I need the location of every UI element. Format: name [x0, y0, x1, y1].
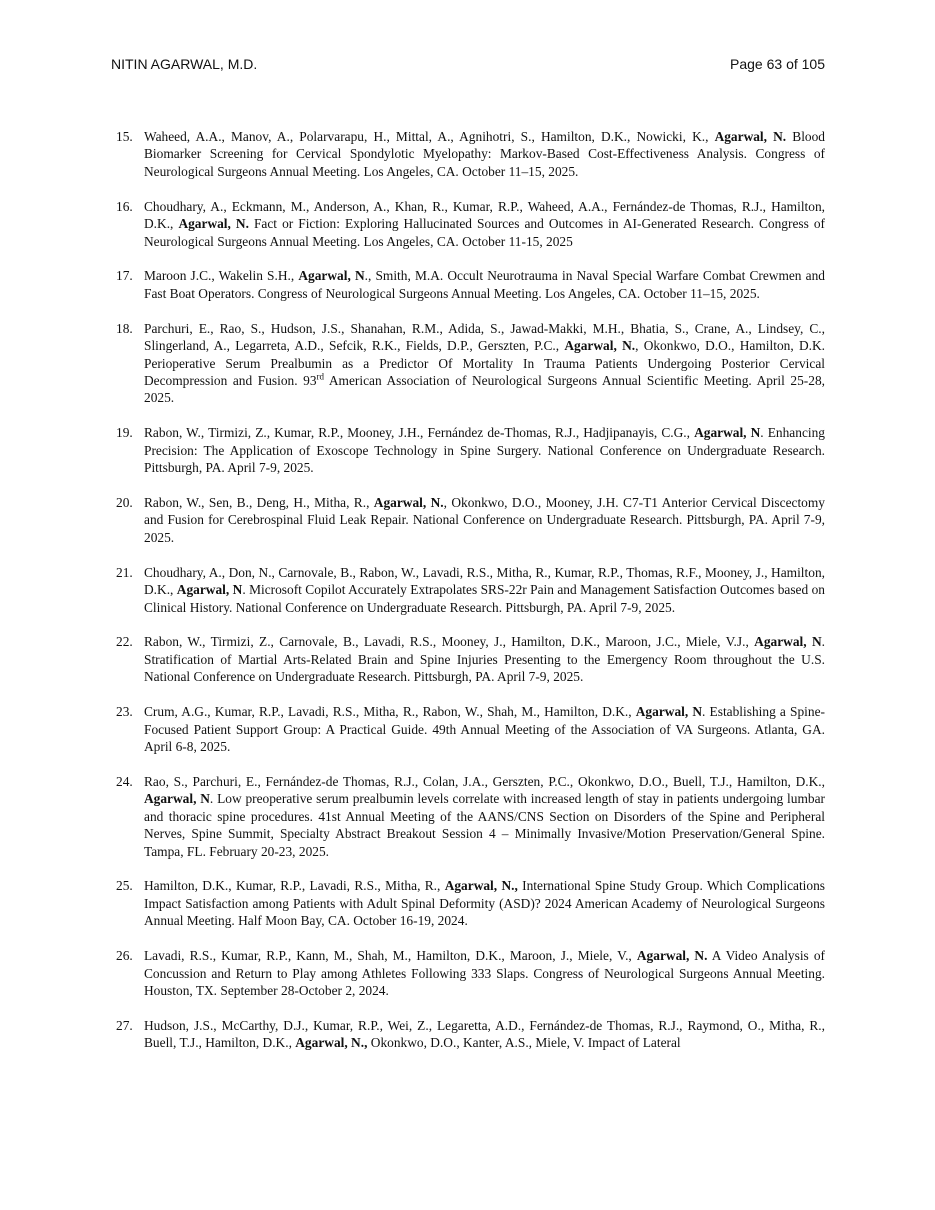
citation-number: 20. — [116, 495, 133, 510]
citation-item — [111, 773, 825, 860]
author-highlight: Agarwal, N., — [444, 878, 518, 894]
citation-item — [111, 947, 825, 999]
page-number: Page 63 of 105 — [730, 56, 825, 72]
citation-text — [144, 633, 825, 685]
citation-segment: . Establishing a Spine-Focused Patient Support Group: A Practical Guide. 49th Annual Meeting of the Association of VA Surgeons. Atlanta, GA. April 6-8, 2025. — [144, 704, 825, 754]
citation-segment: Rao, S., Parchuri, E., Fernández-de Thomas, R.J., Colan, J.A., Gerszten, P.C., Okonkwo, D.O., Buell, T.J., Hamilton, D.K., — [144, 773, 825, 789]
citation-segment: Parchuri, E., Rao, S., Hudson, J.S., Shanahan, R.M., Adida, S., Jawad-Makki, M.H., Bhatia, S., Crane, A., Lindsey, C., Slingerland, A., Legarreta, A.D., Sefcik, R.K., Fields, D.P., Gerszten, P.C., — [144, 320, 825, 354]
citation-number: 24. — [116, 773, 133, 789]
author-highlight: Agarwal, N., — [295, 1035, 368, 1051]
citation-text — [144, 773, 825, 860]
citation-segment: Rabon, W., Sen, B., Deng, H., Mitha, R., — [144, 495, 374, 510]
author-highlight: Agarwal, N — [635, 704, 703, 720]
citation-number: 22. — [116, 634, 133, 650]
citation-number: 15. — [116, 129, 133, 144]
citation-segment: Waheed, A.A., Manov, A., Polarvarapu, H., Mittal, A., Agnihotri, S., Hamilton, D.K., Nowicki, K., — [144, 129, 715, 144]
citation-segment: . Microsoft Copilot Accurately Extrapolates SRS-22r Pain and Management Satisfaction Outcomes based on Clinical History. National Conference on Undergraduate Research. Pittsburgh, PA. April 7-9, 2025. — [144, 582, 825, 615]
citation-segment: Hudson, J.S., McCarthy, D.J., Kumar, R.P., Wei, Z., Legaretta, A.D., Fernández-de Thomas, R.J., Raymond, O., Mitha, R., Buell, T.J., Hamilton, D.K., — [144, 1017, 825, 1051]
citation-item — [111, 128, 825, 180]
author-highlight: Agarwal, N — [176, 582, 243, 598]
citation-segment: Maroon J.C., Wakelin S.H., — [144, 268, 299, 284]
citation-segment: . Stratification of Martial Arts-Related Brain and Spine Injuries Presenting to the Emergency Room throughout the U.S. National Conference on Undergraduate Research. Pittsburgh, PA. April 7-9, 2025. — [144, 634, 825, 685]
author-highlight: Agarwal, N. — [178, 216, 249, 232]
citation-segment: Crum, A.G., Kumar, R.P., Lavadi, R.S., Mitha, R., Rabon, W., Shah, M., Hamilton, D.K., — [144, 704, 636, 720]
citation-text — [144, 1017, 825, 1052]
citation-number: 25. — [116, 878, 133, 894]
citation-segment: Choudhary, A., Don, N., Carnovale, B., Rabon, W., Lavadi, R.S., Mitha, R., Kumar, R.P., Thomas, R.F., Mooney, J., Hamilton, D.K., — [144, 564, 825, 598]
citation-segment: American Association of Neurological Surgeons Annual Scientific Meeting. April 25-28, 2025. — [144, 372, 825, 406]
citation-segment: Rabon, W., Tirmizi, Z., Kumar, R.P., Mooney, J.H., Fernández de-Thomas, R.J., Hadjipanayis, C.G., — [144, 425, 695, 441]
citation-segment: , Okonkwo, D.O., Hamilton, D.K. Perioperative Serum Prealbumin as a Predictor Of Mortality In Trauma Patients Undergoing Posterior Cervical Decompression and Fusion. 93 — [144, 338, 825, 388]
citation-item — [111, 494, 825, 546]
citation-segment: Hamilton, D.K., Kumar, R.P., Lavadi, R.S., Mitha, R., — [144, 878, 445, 894]
citation-number: 17. — [116, 268, 133, 284]
citation-item — [111, 703, 825, 755]
citation-text — [144, 877, 825, 929]
citation-item — [111, 198, 825, 250]
citation-text — [144, 703, 825, 755]
citation-text — [144, 128, 825, 180]
citation-text — [144, 424, 825, 476]
citation-item — [111, 320, 825, 407]
citation-segment: Blood Biomarker Screening for Cervical Spondylotic Myelopathy: Markov-Based Cost-Effectiveness Analysis. Congress of Neurological Surgeons Annual Meeting. Los Angeles, CA. October 11–15, 2025. — [144, 129, 825, 179]
author-highlight: Agarwal, N. — [564, 338, 636, 354]
author-highlight: Agarwal, N. — [714, 129, 787, 144]
citation-item — [111, 424, 825, 476]
author-highlight: Agarwal, N. — [373, 495, 444, 510]
author-highlight: Agarwal, N. — [636, 948, 708, 964]
citation-segment: . Low preoperative serum prealbumin levels correlate with increased length of stay in patients undergoing lumbar and thoracic spine procedures. 41st Annual Meeting of the AANS/CNS Section on Disorders of the Spine and Peripheral Nerves, Spine Summit, Specialty Abstract Breakout Session 4 – Minimally Invasive/Motion Preservation/General Spine. Tampa, FL. February 20-23, 2025. — [144, 791, 825, 859]
citation-segment: ., Smith, M.A. Occult Neurotrauma in Naval Special Warfare Combat Crewmen and Fast Boat Operators. Congress of Neurological Surgeons Annual Meeting. Los Angeles, CA. October 11–15, 2025. — [144, 268, 825, 301]
citation-number: 16. — [116, 198, 133, 214]
citation-number: 26. — [116, 948, 133, 964]
citation-number: 23. — [116, 704, 133, 720]
citation-segment: , Okonkwo, D.O., Mooney, J.H. C7-T1 Anterior Cervical Discectomy and Fusion for Cerebrospinal Fluid Leak Repair. National Conference on Undergraduate Research. Pittsburgh, PA. April 7-9, 2025. — [144, 495, 825, 545]
citation-segment: A Video Analysis of Concussion and Return to Play among Athletes Following 333 Slaps. Congress of Neurological Surgeons Annual Meeting. Houston, TX. September 28-October 2, 2024. — [144, 948, 825, 998]
citation-text — [144, 320, 825, 407]
citation-list — [111, 128, 825, 1069]
ordinal-suffix: rd — [316, 371, 325, 382]
citation-text — [144, 267, 825, 302]
citation-segment: Fact or Fiction: Exploring Hallucinated Sources and Outcomes in AI-Generated Research. Congress of Neurological Surgeons Annual Meeting. Los Angeles, CA. October 11-15, 2025 — [144, 216, 826, 249]
citation-text — [144, 947, 825, 999]
citation-text — [144, 198, 825, 250]
author-highlight: Agarwal, N — [298, 268, 365, 284]
author-highlight: Agarwal, N — [694, 425, 761, 441]
citation-segment: Okonkwo, D.O., Kanter, A.S., Miele, V. Impact of Lateral — [367, 1035, 681, 1051]
citation-item — [111, 877, 825, 929]
citation-segment: International Spine Study Group. Which Complications Impact Satisfaction among Patients with Adult Spinal Deformity (ASD)? 2024 American Academy of Neurological Surgeons Annual Meeting. Half Moon Bay, CA. October 16-19, 2024. — [144, 878, 825, 929]
citation-number: 18. — [116, 320, 133, 336]
citation-segment: Rabon, W., Tirmizi, Z., Carnovale, B., Lavadi, R.S., Mooney, J., Hamilton, D.K., Maroon, J.C., Miele, V.J., — [144, 634, 755, 650]
citation-segment: . Enhancing Precision: The Application of Exoscope Technology in Spine Surgery. National Conference on Undergraduate Research. Pittsburgh, PA. April 7-9, 2025. — [144, 425, 825, 476]
citation-item — [111, 564, 825, 616]
citation-number: 19. — [116, 425, 133, 441]
citation-segment: Choudhary, A., Eckmann, M., Anderson, A., Khan, R., Kumar, R.P., Waheed, A.A., Fernández-de Thomas, R.J., Hamilton, D.K., — [144, 198, 825, 232]
citation-text — [144, 564, 825, 616]
citation-item — [111, 267, 825, 302]
page-header — [111, 56, 825, 78]
author-highlight: Agarwal, N — [754, 634, 822, 650]
citation-item — [111, 633, 825, 685]
citation-text — [144, 494, 825, 546]
author-highlight: Agarwal, N — [144, 791, 210, 807]
citation-number: 27. — [116, 1017, 133, 1033]
citation-number: 21. — [116, 564, 133, 580]
citation-segment: Lavadi, R.S., Kumar, R.P., Kann, M., Shah, M., Hamilton, D.K., Maroon, J., Miele, V., — [144, 948, 637, 964]
author-name: NITIN AGARWAL, M.D. — [111, 56, 258, 72]
citation-item — [111, 1017, 825, 1052]
